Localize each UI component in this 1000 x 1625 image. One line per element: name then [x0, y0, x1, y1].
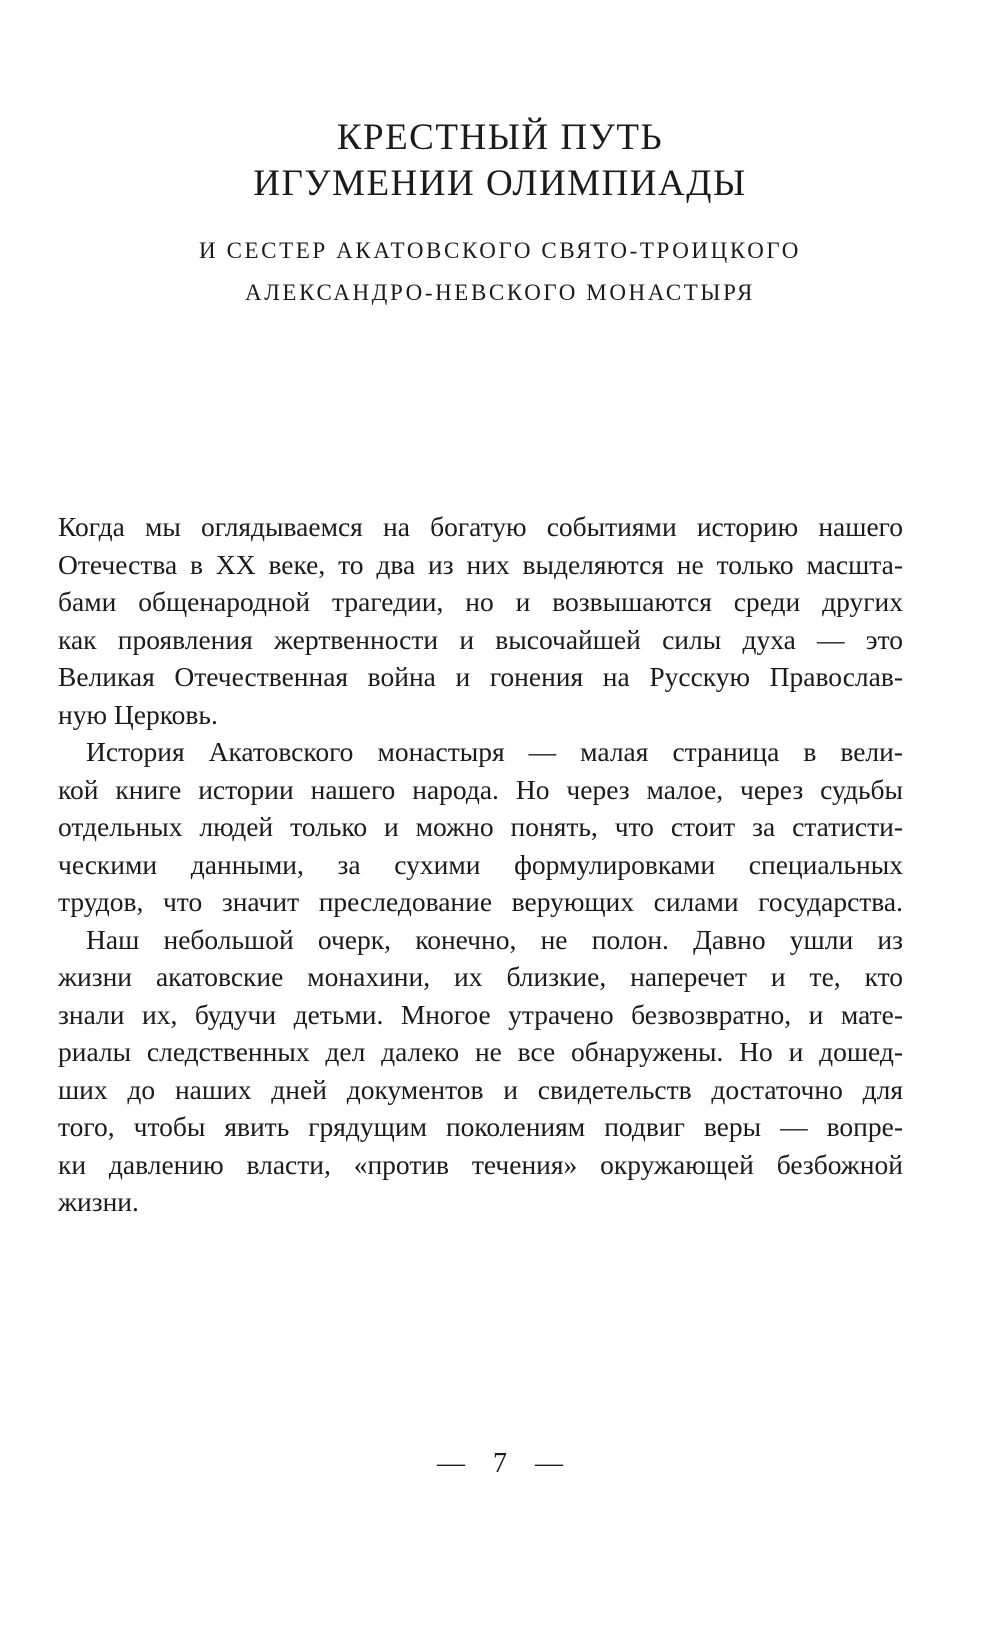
paragraph-2 [58, 733, 903, 921]
chapter-title-line: КРЕСТНЫЙ ПУТЬ [336, 117, 664, 158]
text-line: как проявления жертвенности и высочайшей силы духа — это [58, 623, 903, 655]
page-number [0, 1448, 1000, 1480]
text-line: История Акатовского монастыря — малая страница в вели- [86, 736, 903, 767]
paragraph-1 [58, 508, 903, 733]
chapter-title [0, 115, 1000, 207]
text-line: трудов, что значит преследование верующих силами государства. [58, 886, 903, 917]
paragraph-3 [58, 921, 903, 1221]
body-text [58, 508, 903, 1221]
text-line: кой книге истории нашего народа. Но через малое, через судьбы [58, 773, 903, 805]
chapter-title-line: ИГУМЕНИИ ОЛИМПИАДЫ [253, 163, 747, 204]
text-line: ную Церковь. [58, 698, 218, 730]
text-line: жизни акатовские монахини, их близкие, наперечет и те, кто [58, 961, 903, 992]
text-line: того, чтобы явить грядущим поколениям подвиг веры — вопре- [58, 1111, 903, 1142]
text-line: Отечества в XX веке, то два из них выделяются не только масшта- [58, 548, 903, 580]
page-number-dash-right: — [535, 1448, 563, 1479]
chapter-subtitle [0, 230, 1000, 314]
page-number-value: 7 [493, 1448, 507, 1479]
text-line: ших до наших дней документов и свидетельств достаточно для [58, 1073, 903, 1105]
text-line: отдельных людей только и можно понять, что стоит за статисти- [58, 811, 903, 842]
text-line: Великая Отечественная война и гонения на Русскую Православ- [58, 661, 903, 692]
chapter-subtitle-line: АЛЕКСАНДРО-НЕВСКОГО МОНАСТЫРЯ [245, 280, 755, 305]
text-line: риалы следственных дел далеко не все обнаружены. Но и дошед- [58, 1036, 903, 1067]
chapter-subtitle-line: И СЕСТЕР АКАТОВСКОГО СВЯТО-ТРОИЦКОГО [199, 238, 801, 263]
text-line: знали их, будучи детьми. Многое утрачено безвозвратно, и мате- [58, 998, 903, 1030]
text-line: ки давлению власти, «против течения» окружающей безбожной [58, 1148, 903, 1180]
text-line: жизни. [58, 1186, 139, 1217]
text-line: бами общенародной трагедии, но и возвышаются среди других [58, 586, 903, 617]
text-line: Наш небольшой очерк, конечно, не полон. Давно ушли из [86, 923, 903, 955]
text-line: ческими данными, за сухими формулировками специальных [58, 848, 903, 880]
text-line: Когда мы оглядываемся на богатую событиями историю нашего [58, 511, 903, 542]
page-number-dash-left: — [437, 1448, 465, 1479]
